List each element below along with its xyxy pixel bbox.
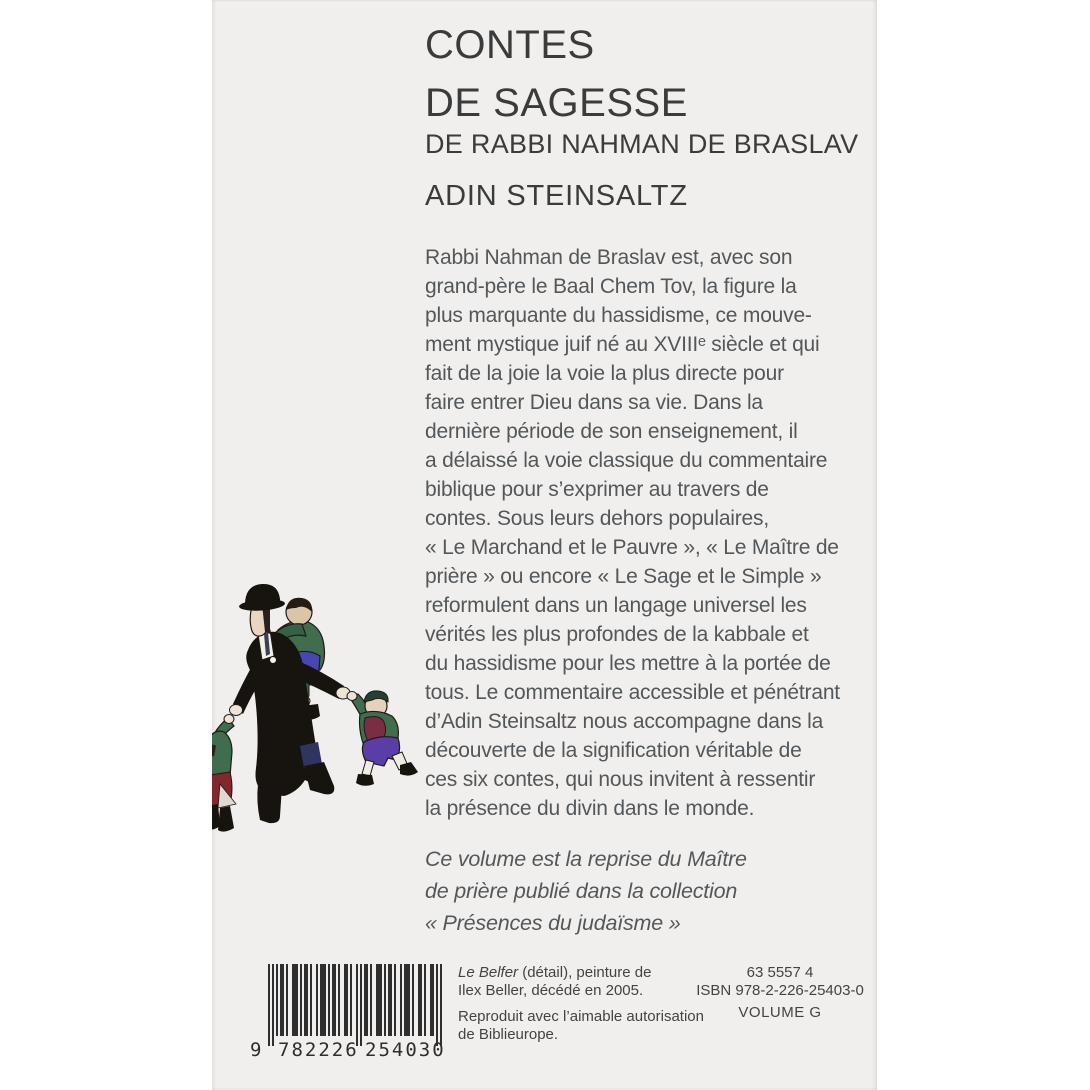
blurb-line: faire entrer Dieu dans sa vie. Dans la [425, 391, 763, 414]
edition-note-line: de prière publié dans la collection [425, 879, 738, 903]
edition-note [425, 843, 747, 939]
blurb-line: tous. Le commentaire accessible et pénétrant [425, 681, 840, 704]
blurb-line: dernière période de son enseignement, il [425, 420, 798, 443]
credit-line-3: Reproduit avec l’aimable autorisation [458, 1008, 704, 1025]
blurb-line: grand-père le Baal Chem Tov, la figure la [425, 275, 797, 298]
blurb-line: contes. Sous leurs dehors populaires, [425, 507, 769, 530]
ean-barcode [238, 960, 450, 1060]
volume-label: VOLUME G [738, 1004, 822, 1021]
child-left [212, 715, 236, 832]
book-author: ADIN STEINSALTZ [425, 180, 688, 212]
blurb-line: ces six contes, qui nous invitent à ressentir [425, 768, 816, 791]
barcode-digits-group2: 254030 [365, 1039, 446, 1060]
blurb-line: « Le Marchand et le Pauvre », « Le Maître de [425, 536, 839, 559]
barcode-digits-group1: 782226 [278, 1039, 359, 1060]
blurb-line: vérités les plus profondes de la kabbale et [425, 623, 809, 646]
credit-line-1 [458, 964, 704, 982]
blurb-line: la présence du divin dans le monde. [425, 797, 755, 820]
book-title-line-2: DE SAGESSE [425, 81, 688, 125]
blurb-line: découverte de la signification véritable de [425, 739, 802, 762]
credit-line-4: de Biblieurope. [458, 1026, 559, 1043]
blurb-line: Rabbi Nahman de Braslav est, avec son [425, 246, 793, 269]
blurb-line: ment mystique juif né au XVIIIᵉ siècle et qui [425, 333, 820, 356]
book-subtitle: DE RABBI NAHMAN DE BRASLAV [425, 129, 859, 159]
book-back-cover [212, 0, 877, 1090]
child-right [347, 691, 418, 786]
picture-credits [458, 964, 704, 1044]
painting-title: Le Belfer [458, 964, 519, 981]
blurb-line: fait de la joie la voie la plus directe pour [425, 362, 784, 385]
credit-line-1-rest: (détail), peinture de [518, 964, 652, 981]
blurb-line: plus marquante du hassidisme, ce mouve- [425, 304, 812, 327]
le-belfer-painting-icon [212, 570, 447, 840]
cover-illustration [212, 570, 447, 840]
blurb-line: du hassidisme pour les mettre à la portée de [425, 652, 831, 675]
blurb-line: a délaissé la voie classique du commentaire [425, 449, 828, 472]
edition-identifiers [692, 964, 868, 1022]
isbn-number: ISBN 978-2-226-25403-0 [696, 982, 864, 999]
blurb-line: d’Adin Steinsaltz nous accompagne dans la [425, 710, 824, 733]
edition-note-line: Ce volume est la reprise du Maître [425, 847, 747, 871]
edition-note-line: « Présences du judaïsme » [425, 911, 681, 935]
blurb-line: reformulent dans un langage universel les [425, 594, 807, 617]
book-title-line-1: CONTES [425, 23, 595, 67]
publisher-code: 63 5557 4 [746, 964, 814, 981]
barcode-digit-lead: 9 [250, 1039, 264, 1060]
blurb-line: biblique pour s’exprimer au travers de [425, 478, 769, 501]
blurb-line: prière » ou encore « Le Sage et le Simple » [425, 565, 822, 588]
credit-gap [458, 1000, 704, 1008]
barcode-bars [268, 964, 442, 1046]
back-cover-blurb [425, 243, 877, 823]
credit-line-2: Ilex Beller, décédé en 2005. [458, 982, 644, 999]
